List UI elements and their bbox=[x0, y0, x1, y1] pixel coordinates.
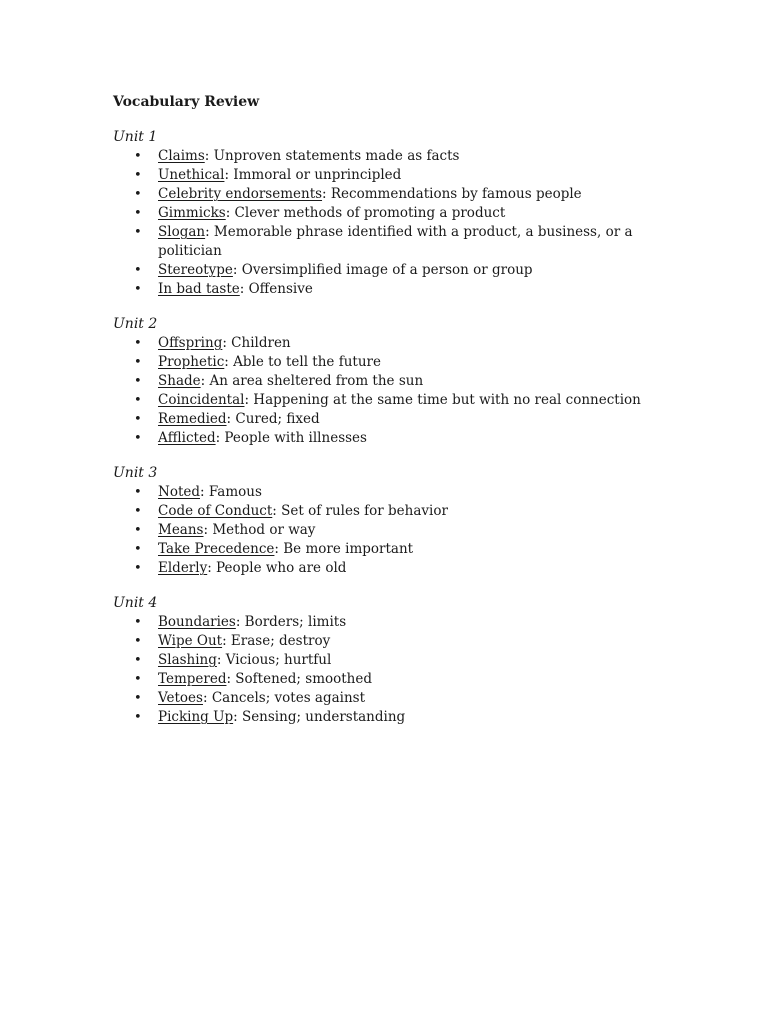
bullet-icon: • bbox=[134, 149, 142, 164]
vocabulary-list bbox=[113, 147, 673, 299]
vocabulary-item bbox=[113, 651, 673, 670]
unit-section bbox=[113, 315, 673, 448]
vocabulary-item bbox=[113, 391, 673, 410]
vocabulary-item bbox=[113, 353, 673, 372]
vocabulary-definition: : Be more important bbox=[274, 541, 414, 557]
vocabulary-definition: : Oversimplified image of a person or group bbox=[232, 262, 533, 278]
bullet-icon: • bbox=[134, 225, 142, 240]
vocabulary-definition: : Sensing; understanding bbox=[233, 709, 406, 725]
vocabulary-term: Claims bbox=[158, 148, 205, 164]
vocabulary-item bbox=[113, 223, 673, 261]
bullet-icon: • bbox=[134, 615, 142, 630]
vocabulary-definition: : Erase; destroy bbox=[222, 633, 331, 649]
vocabulary-item bbox=[113, 540, 673, 559]
vocabulary-term: Tempered bbox=[158, 671, 227, 687]
vocabulary-term: Slashing bbox=[158, 652, 217, 668]
vocabulary-item bbox=[113, 147, 673, 166]
bullet-icon: • bbox=[134, 504, 142, 519]
vocabulary-definition: : Offensive bbox=[239, 281, 313, 297]
vocabulary-term: Slogan bbox=[158, 224, 206, 240]
vocabulary-item bbox=[113, 521, 673, 540]
vocabulary-term: Take Precedence bbox=[158, 541, 275, 557]
vocabulary-item bbox=[113, 185, 673, 204]
vocabulary-term: Celebrity endorsements bbox=[158, 186, 323, 202]
bullet-icon: • bbox=[134, 336, 142, 351]
vocabulary-item bbox=[113, 689, 673, 708]
bullet-icon: • bbox=[134, 187, 142, 202]
vocabulary-term: Code of Conduct bbox=[158, 503, 273, 519]
vocabulary-item bbox=[113, 559, 673, 578]
document-page bbox=[113, 93, 673, 743]
unit-heading: Unit 3 bbox=[113, 465, 158, 481]
unit-heading: Unit 4 bbox=[113, 595, 158, 611]
vocabulary-definition: : Borders; limits bbox=[235, 614, 347, 630]
bullet-icon: • bbox=[134, 355, 142, 370]
vocabulary-item bbox=[113, 502, 673, 521]
document-title: Vocabulary Review bbox=[113, 94, 260, 110]
unit-heading: Unit 2 bbox=[113, 316, 158, 332]
vocabulary-term: Elderly bbox=[158, 560, 208, 576]
bullet-icon: • bbox=[134, 710, 142, 725]
bullet-icon: • bbox=[134, 485, 142, 500]
vocabulary-definition: : People with illnesses bbox=[215, 430, 367, 446]
vocabulary-item bbox=[113, 166, 673, 185]
vocabulary-term: Afflicted bbox=[158, 430, 216, 446]
vocabulary-definition: : Recommendations by famous people bbox=[322, 186, 582, 202]
vocabulary-item bbox=[113, 372, 673, 391]
vocabulary-item bbox=[113, 708, 673, 727]
vocabulary-term: In bad taste bbox=[158, 281, 240, 297]
vocabulary-definition: : Famous bbox=[200, 484, 262, 500]
vocabulary-list bbox=[113, 334, 673, 448]
bullet-icon: • bbox=[134, 393, 142, 408]
bullet-icon: • bbox=[134, 374, 142, 389]
vocabulary-definition: : Cancels; votes against bbox=[202, 690, 366, 706]
vocabulary-term: Unethical bbox=[158, 167, 225, 183]
bullet-icon: • bbox=[134, 412, 142, 427]
vocabulary-definition: : Happening at the same time but with no real connection bbox=[244, 392, 641, 408]
vocabulary-definition: : Able to tell the future bbox=[224, 354, 381, 370]
bullet-icon: • bbox=[134, 206, 142, 221]
vocabulary-item bbox=[113, 204, 673, 223]
bullet-icon: • bbox=[134, 523, 142, 538]
vocabulary-item bbox=[113, 670, 673, 689]
vocabulary-term: Shade bbox=[158, 373, 201, 389]
unit-section bbox=[113, 128, 673, 299]
vocabulary-item bbox=[113, 334, 673, 353]
vocabulary-term: Vetoes bbox=[158, 690, 203, 706]
vocabulary-item bbox=[113, 429, 673, 448]
vocabulary-item bbox=[113, 410, 673, 429]
vocabulary-definition: : Unproven statements made as facts bbox=[204, 148, 460, 164]
vocabulary-term: Picking Up bbox=[158, 709, 234, 725]
vocabulary-term: Wipe Out bbox=[158, 633, 223, 649]
vocabulary-definition: : Method or way bbox=[203, 522, 316, 538]
vocabulary-item bbox=[113, 261, 673, 280]
vocabulary-item bbox=[113, 632, 673, 651]
vocabulary-definition: : Immoral or unprincipled bbox=[224, 167, 402, 183]
unit-heading: Unit 1 bbox=[113, 129, 158, 145]
vocabulary-definition: : Memorable phrase identified with a product, a business, or a politician bbox=[158, 224, 633, 259]
bullet-icon: • bbox=[134, 561, 142, 576]
vocabulary-item bbox=[113, 280, 673, 299]
bullet-icon: • bbox=[134, 282, 142, 297]
vocabulary-term: Noted bbox=[158, 484, 200, 500]
units-container bbox=[113, 128, 673, 727]
unit-section bbox=[113, 594, 673, 727]
vocabulary-definition: : Softened; smoothed bbox=[226, 671, 372, 687]
bullet-icon: • bbox=[134, 691, 142, 706]
bullet-icon: • bbox=[134, 672, 142, 687]
vocabulary-definition: : People who are old bbox=[207, 560, 347, 576]
vocabulary-term: Stereotype bbox=[158, 262, 233, 278]
bullet-icon: • bbox=[134, 653, 142, 668]
vocabulary-term: Offspring bbox=[158, 335, 223, 351]
bullet-icon: • bbox=[134, 542, 142, 557]
bullet-icon: • bbox=[134, 168, 142, 183]
unit-section bbox=[113, 464, 673, 578]
vocabulary-term: Boundaries bbox=[158, 614, 236, 630]
vocabulary-definition: : Children bbox=[222, 335, 291, 351]
vocabulary-definition: : Set of rules for behavior bbox=[272, 503, 448, 519]
vocabulary-definition: : An area sheltered from the sun bbox=[200, 373, 424, 389]
vocabulary-definition: : Clever methods of promoting a product bbox=[225, 205, 506, 221]
vocabulary-term: Coincidental bbox=[158, 392, 245, 408]
bullet-icon: • bbox=[134, 634, 142, 649]
vocabulary-item bbox=[113, 613, 673, 632]
vocabulary-term: Remedied bbox=[158, 411, 227, 427]
vocabulary-item bbox=[113, 483, 673, 502]
vocabulary-list bbox=[113, 483, 673, 578]
bullet-icon: • bbox=[134, 263, 142, 278]
vocabulary-list bbox=[113, 613, 673, 727]
vocabulary-term: Prophetic bbox=[158, 354, 225, 370]
bullet-icon: • bbox=[134, 431, 142, 446]
vocabulary-term: Gimmicks bbox=[158, 205, 226, 221]
vocabulary-definition: : Vicious; hurtful bbox=[216, 652, 332, 668]
vocabulary-definition: : Cured; fixed bbox=[226, 411, 320, 427]
vocabulary-term: Means bbox=[158, 522, 204, 538]
